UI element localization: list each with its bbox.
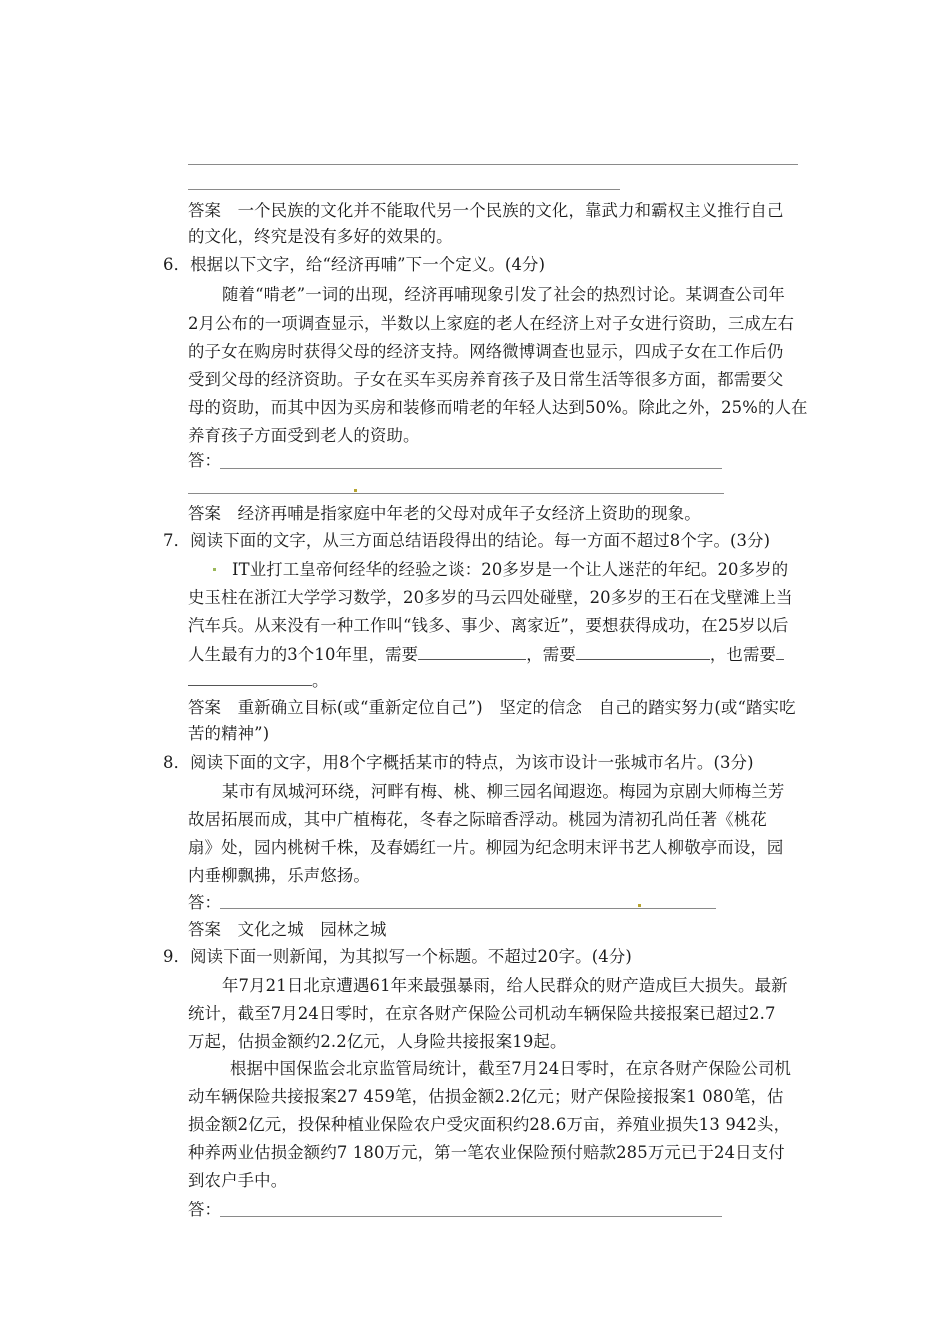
answer-line	[188, 493, 724, 494]
q7-answer-line-2: 苦的精神”)	[188, 724, 270, 743]
answer-label: 答案	[188, 504, 222, 523]
q7-fill-end: 。	[312, 671, 329, 690]
q6-passage-line: 受到父母的经济资助。子女在买车买房养育孩子及日常生活等很多方面，都需要父	[188, 370, 784, 389]
q9-passage-line: 万起，估损金额约2.2亿元，人身险共接报案19起。	[188, 1032, 567, 1051]
q6-passage-line: 的子女在购房时获得父母的经济支持。网络微博调查也显示，四成子女在工作后仍	[188, 342, 784, 361]
q9-passage-line: 动车辆保险共接报案27 459笔，估损金额2.2亿元；财产保险接报案1 080笔，估	[188, 1087, 784, 1106]
q8-passage-line: 故居拓展而成，其中广植梅花，冬春之际暗香浮动。桃园为清初孔尚任著《桃花	[188, 810, 767, 829]
answer-text: 一个民族的文化并不能取代另一个民族的文化，靠武力和霸权主义推行自己	[237, 201, 784, 220]
q8-passage-line: 内垂柳飘拂，乐声悠扬。	[188, 866, 370, 885]
answer-line	[220, 1216, 722, 1217]
answer-line	[220, 468, 722, 469]
q6-answer	[188, 503, 701, 525]
q9-passage-line: 损金额2亿元，投保种植业保险农户受灾面积约28.6万亩，养殖业损失13 942头，	[188, 1115, 791, 1134]
q8-passage-line: 某市有凤城河环绕，河畔有梅、桃、柳三园名闻遐迩。梅园为京剧大师梅兰芳	[222, 782, 785, 801]
q7-passage-line: IT业打工皇帝何经华的经验之谈：20多岁是一个让人迷茫的年纪。20多岁的	[232, 560, 789, 579]
q6-passage-line: 养育孩子方面受到老人的资助。	[188, 426, 420, 445]
q7-question: 7．阅读下面的文字，从三方面总结语段得出的结论。每一方面不超过8个字。(3分)	[163, 531, 771, 550]
answer-label: 答案	[188, 698, 222, 717]
fill-blank-2[interactable]	[576, 643, 710, 660]
q6-question: 6．根据以下文字，给“经济再哺”下一个定义。(4分)	[163, 255, 546, 274]
scan-speck	[213, 568, 216, 571]
q6-answer-prompt: 答：	[188, 451, 222, 470]
q6-passage-line: 随着“啃老”一词的出现，经济再哺现象引发了社会的热烈讨论。某调查公司年	[222, 285, 785, 304]
q9-passage-line: 种养两业估损金额约7 180万元，第一笔农业保险预付赔款285万元已于24日支付	[188, 1143, 785, 1162]
q7-fill-text: ，需要	[526, 645, 576, 664]
fill-blank-3-start[interactable]	[776, 643, 784, 660]
q7-passage-line: 汽车兵。从来没有一种工作叫“钱多、事少、离家近”，要想获得成功，在25岁以后	[188, 616, 789, 635]
q6-passage-line: 母的资助，而其中因为买房和装修而啃老的年轻人达到50%。除此之外，25%的人在	[188, 398, 808, 417]
q8-passage-line: 扇》处，园内桃树千株，及春嫣红一片。柳园为纪念明末评书艺人柳敬亭而设，园	[188, 838, 784, 857]
q7-answer-line-1	[188, 697, 796, 719]
q9-passage-line: 年7月21日北京遭遇61年来最强暴雨，给人民群众的财产造成巨大损失。最新	[222, 976, 788, 995]
answer-text: 文化之城 园林之城	[237, 920, 387, 939]
q7-fill-line-2	[188, 669, 329, 692]
answer-text: 重新确立目标(或“重新定位自己”) 坚定的信念 自己的踏实努力(或“踏实吃	[237, 698, 796, 717]
q7-fill-text: ，也需要	[709, 645, 777, 664]
q9-passage-line: 统计，截至7月24日零时，在京各财产保险公司机动车辆保险共接报案已超过2.7	[188, 1004, 776, 1023]
answer-label: 答案	[188, 920, 222, 939]
q8-question: 8．阅读下面的文字，用8个字概括某市的特点，为该市设计一张城市名片。(3分)	[163, 753, 754, 772]
q9-question: 9．阅读下面一则新闻，为其拟写一个标题。不超过20字。(4分)	[163, 947, 632, 966]
q9-answer-prompt: 答：	[188, 1200, 222, 1219]
q7-fill-line	[188, 643, 784, 666]
answer-label: 答案	[188, 201, 222, 220]
q6-passage-line: 2月公布的一项调查显示，半数以上家庭的老人在经济上对子女进行资助，三成左右	[188, 314, 795, 333]
answer-text: 经济再哺是指家庭中年老的父母对成年子女经济上资助的现象。	[237, 504, 701, 523]
q5-answer-line-1	[188, 200, 783, 222]
q9-passage-line: 根据中国保监会北京监管局统计，截至7月24日零时，在京各财产保险公司机	[230, 1059, 792, 1078]
fill-blank-1[interactable]	[418, 643, 526, 660]
fill-blank-3[interactable]	[188, 669, 312, 686]
q7-fill-text: 人生最有力的3个10年里，需要	[188, 645, 419, 664]
q9-passage-line: 到农户手中。	[188, 1171, 288, 1190]
q8-answer-prompt: 答：	[188, 893, 222, 912]
scan-speck	[638, 904, 641, 907]
answer-line	[220, 908, 716, 909]
scan-speck	[354, 489, 357, 492]
answer-line	[188, 189, 620, 190]
answer-line	[188, 164, 798, 165]
q5-answer-line-2: 的文化，终究是没有多好的效果的。	[188, 227, 453, 246]
q8-answer	[188, 919, 387, 941]
q7-passage-line: 史玉柱在浙江大学学习数学，20多岁的马云四处碰壁，20多岁的王石在戈壁滩上当	[188, 588, 793, 607]
